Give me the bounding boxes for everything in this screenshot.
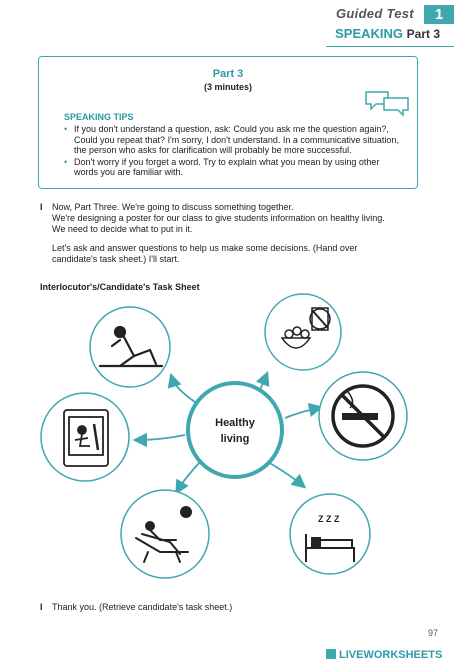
- task-sheet-title: Interlocutor's/Candidate's Task Sheet: [40, 282, 200, 292]
- hub-circle: [188, 383, 282, 477]
- interlocutor-marker: I: [40, 202, 43, 212]
- test-number-badge: 1: [424, 5, 454, 24]
- interlocutor-marker-closing: I: [40, 602, 43, 612]
- script-text: [52, 202, 422, 265]
- arrow-to-screen: [138, 435, 185, 440]
- test-title: Guided Test: [336, 6, 414, 21]
- page-number: 97: [428, 628, 439, 638]
- arrow-to-sleep: [268, 462, 302, 485]
- arrow-to-relax: [178, 462, 200, 490]
- tip-item: • Don't worry if you forget a word. Try to explain what you mean by using other words you are familiar with.: [64, 157, 404, 178]
- script-line: Now, Part Three. We're going to discuss something together.: [52, 202, 294, 212]
- script-line: We're designing a poster for our class to give students information on healthy living.: [52, 213, 385, 223]
- healthy-food-icon: [265, 294, 341, 370]
- footer-watermark: [326, 649, 442, 661]
- script-line: We need to decide what to put in it.: [52, 224, 193, 234]
- healthy-living-mindmap: [0, 290, 474, 600]
- sleeping-bed-icon: [290, 494, 370, 574]
- exercise-situps-icon: [90, 307, 170, 387]
- gaming-screen-icon: [41, 393, 129, 481]
- speech-bubbles-icon: [364, 88, 410, 118]
- script-line: Let's ask and answer questions to help us make some decisions. (Hand over: [52, 243, 358, 253]
- zzz-text: Z Z Z: [318, 514, 340, 524]
- speaking-tips-heading: SPEAKING TIPS: [64, 112, 134, 122]
- arrow-to-nosmoking: [285, 408, 318, 418]
- part-label: Part 3: [406, 27, 440, 41]
- part-title: Part 3: [212, 68, 244, 80]
- hub-label-line2: living: [220, 433, 250, 445]
- header-divider: [326, 46, 454, 47]
- tip-item: • If you don't understand a question, ask: Could you ask me the question again?, Could you repeat that? I'm sorry, I don't understand. In a communicative situation, the person who asks for clarification will probably be more successful.: [64, 124, 404, 156]
- section-label: SPEAKING: [335, 26, 404, 41]
- part-duration: (3 minutes): [203, 82, 252, 92]
- section-heading: [300, 26, 440, 41]
- sunbathing-relax-icon: [121, 490, 209, 578]
- closing-text: Thank you. (Retrieve candidate's task sheet.): [52, 602, 233, 612]
- liveworksheets-logo-icon: [326, 649, 336, 659]
- script-line: candidate's task sheet.) I'll start.: [52, 254, 180, 264]
- speaking-tips-list: [64, 124, 404, 179]
- no-smoking-icon: [319, 372, 407, 460]
- hub-label-line1: Healthy: [215, 417, 255, 429]
- arrow-to-exercise: [172, 378, 195, 402]
- footer-text: LIVEWORKSHEETS: [339, 649, 443, 661]
